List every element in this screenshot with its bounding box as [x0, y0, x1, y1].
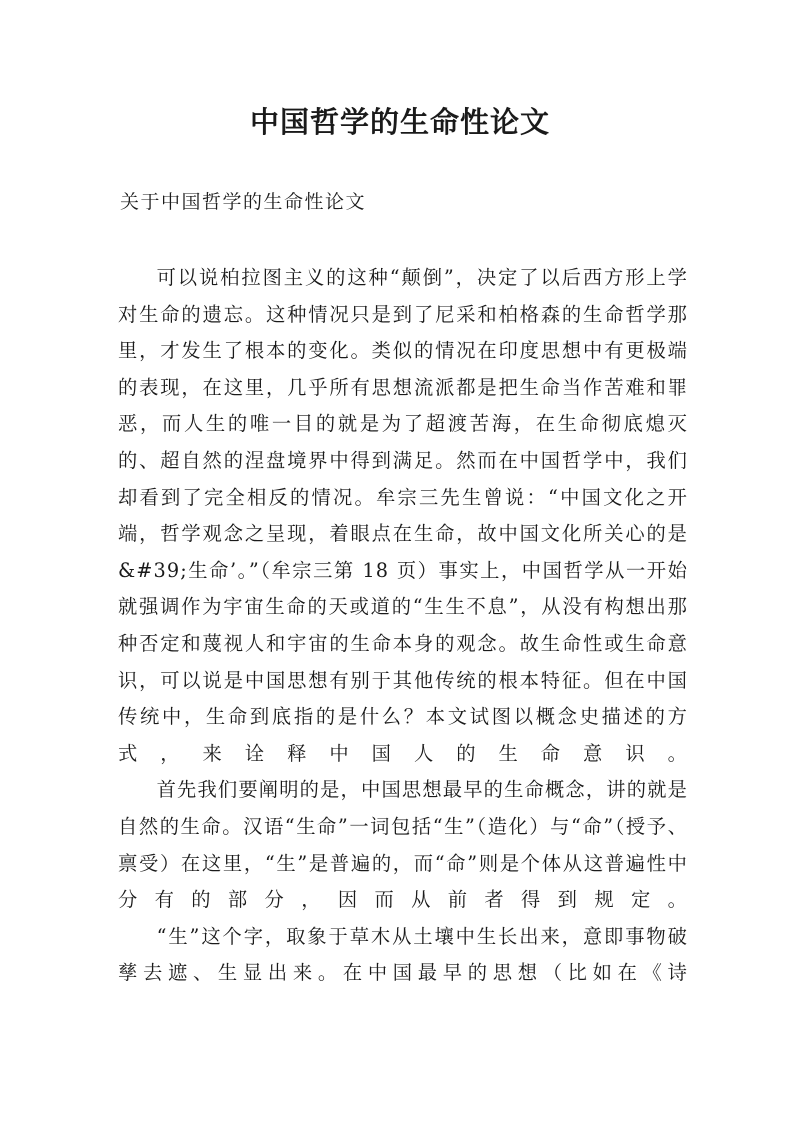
paragraph: 可以说柏拉图主义的这种“颠倒”，决定了以后西方形上学对生命的遗忘。这种情况只是到了尼采和柏格森的生命哲学那里，才发生了根本的变化。类似的情况在印度思想中有更极端的表现，在这里，几乎所有思想流派都是把生命当作苦难和罪恶，而人生的唯一目的就是为了超渡苦海，在生命彻底熄灭的、超自然的涅盘境界中得到满足。然而在中国哲学中，我们却看到了完全相反的情况。牟宗三先生曾说：“中国文化之开端，哲学观念之呈现，着眼点在生命，故中国文化所关心的是&#39;生命’。”（牟宗三第 18 页）事实上，中国哲学从一开始就强调作为宇宙生命的天或道的“生生不息”，从没有构想出那种否定和蔑视人和宇宙的生命本身的观念。故生命性或生命意识，可以说是中国思想有别于其他传统的根本特征。但在中国传统中，生命到底指的是什么？本文试图以概念史描述的方式，来诠释中国人的生命意识。: [118, 266, 688, 765]
document-subtitle: 关于中国哲学的生命性论文: [120, 191, 367, 213]
paragraph: “生”这个字，取象于草木从土壤中生长出来，意即事物破孳去遮、生显出来。在中国最早的思想（比如在《诗: [118, 924, 688, 985]
page-title: 中国哲学的生命性论文: [249, 105, 550, 139]
paragraph: 首先我们要阐明的是，中国思想最早的生命概念，讲的就是自然的生命。汉语“生命”一词包括“生”（造化）与“命”（授予、禀受）在这里，“生”是普遍的，而“命”则是个体从这普遍性中分有的部分，因而从前者得到规定。: [118, 778, 688, 912]
document-body: [118, 260, 688, 992]
